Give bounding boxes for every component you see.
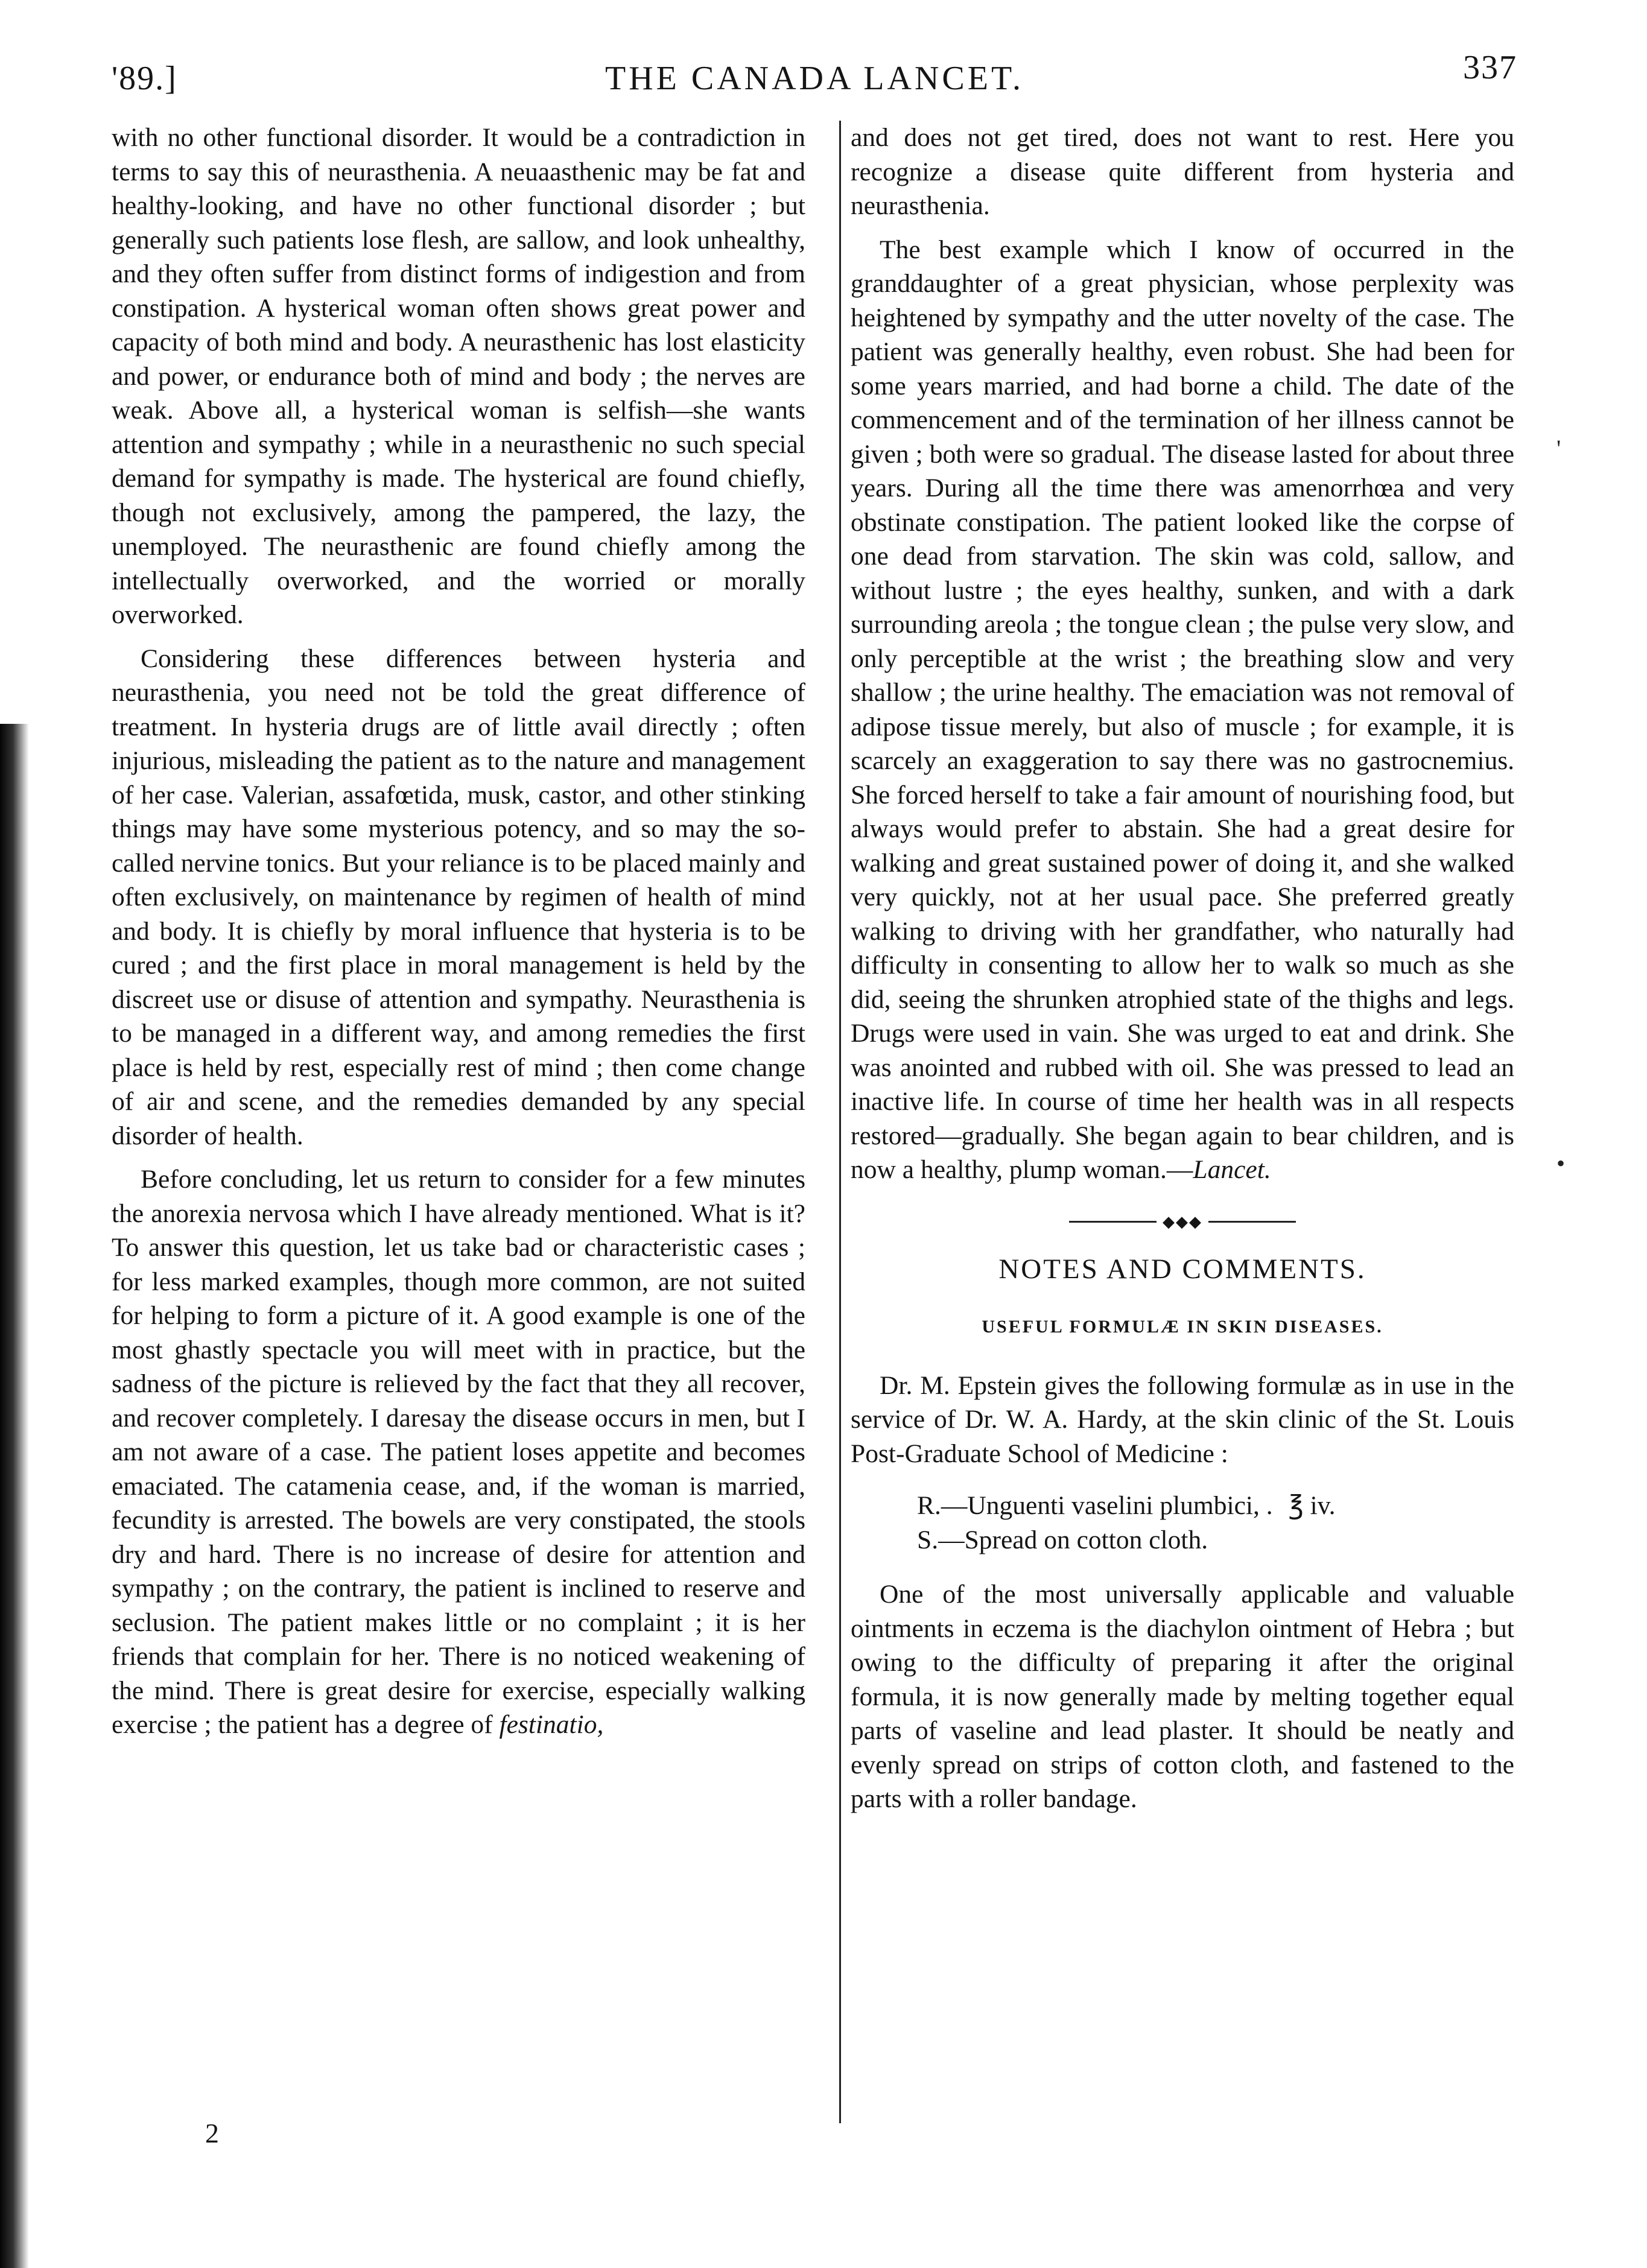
prescription-line-2: S.—Spread on cotton cloth. <box>917 1525 1208 1554</box>
source-citation: Lancet. <box>1193 1155 1271 1184</box>
journal-title: THE CANADA LANCET. <box>605 60 1024 97</box>
running-header <box>112 48 1517 103</box>
subsection-heading: USEFUL FORMULÆ IN SKIN DISEASES. <box>982 1317 1383 1337</box>
left-paragraph-3-text: Before concluding, let us return to consider for a few minutes the anorexia nervosa which I have already mentioned. What is it? To answer this question, let us take bad or characteristic cases ; for less marked examples, though more common, are not suited for helping to form a picture of it. A good example is one of the most ghastly spectacle you will meet with in practice, but the sadness of the picture is relieved by the fact that they all recover, and recover completely. I daresay the disease occurs in men, but I am not aware of a case. The patient loses appetite and becomes emaciated. The catamenia cease, and, if the woman is married, fecundity is arrested. The bowels are very constipated, the stools dry and hard. There is no increase of desire for attention and sympathy ; on the contrary, the patient is inclined to reserve and seclusion. The patient makes little or no complaint ; it is her friends that complain for her. There is no noticed weakening of the mind. There is great desire for exercise, especially walking exercise ; the patient has a degree of <box>112 1165 805 1739</box>
right-paragraph-2-text: The best example which I know of occurred in the granddaughter of a great physician, whose perplexity was heightened by sympathy and the utter novelty of the case. The patient was generally healthy, even robust. She had been for some years married, and had borne a child. The date of the commencement and of the termination of her illness cannot be given ; both were so gradual. The disease lasted for about three years. During all the time there was amenorrhœa and very obstinate constipation. The patient looked like the corpse of one dead from starvation. The skin was cold, sallow, and without lustre ; the eyes healthy, sunken, and with a dark surrounding areola ; the tongue clean ; the pulse very slow, and only perceptible at the wrist ; the breathing slow and very shallow ; the urine healthy. The emaciation was not removal of adipose tissue merely, but also of muscle ; for example, it is scarcely an exaggeration to say there was no gastrocnemius. She forced herself to take a fair amount of nourishing food, but always would prefer to abstain. She had a great desire for walking and great sustained power of doing it, and she walked very quickly, not at her usual pace. She preferred greatly walking to driving with her grandfather, who naturally had difficulty in consenting to allow her to walk so much as she did, seeing the shrunken atrophied state of the thighs and legs. Drugs were used in vain. She was urged to eat and drink. She was anointed and rubbed with oil. She was pressed to lead an inactive life. In course of time her health was in all respects restored—gradually. She began again to bear children, and is now a healthy, plump woman.— <box>851 235 1514 1184</box>
speck-dot: • <box>1557 1150 1566 1177</box>
right-paragraph-4: One of the most universally applicable and valuable ointments in eczema is the diachylon ointment of Hebra ; but owing to the difficulty of preparing it after the original formula, it is now generally made by melting together equal parts of vaseline and lead plaster. It should be neatly and evenly spread on strips of cotton cloth, and fastened to the parts with a roller bandage. <box>851 1580 1514 1813</box>
section-ornament <box>851 1212 1514 1231</box>
left-paragraph-2: Considering these differences between hysteria and neurasthenia, you need not be told the great difference of treatment. In hysteria drugs are of little avail directly ; often injurious, misleading the patient as to the nature and management of her case. Valerian, assafœtida, musk, castor, and other stinking things may have some mysterious potency, and so may the so-called nervine tonics. But your reliance is to be placed mainly and often exclusively, on maintenance by regimen of health of mind and body. It is chiefly by moral influence that hysteria is to be cured ; and the first place in moral management is held by the discreet use or disuse of attention and sympathy. Neurasthenia is to be managed in a different way, and among remedies the first place is held by rest, especially rest of mind ; then come change of air and scene, and the remedies demanded by any special disorder of health. <box>112 644 805 1150</box>
left-column <box>112 121 805 1742</box>
speck-mark: ' <box>1557 435 1561 462</box>
section-heading: NOTES AND COMMENTS. <box>998 1253 1366 1285</box>
left-paragraph-3-italic: festinatio, <box>499 1710 604 1739</box>
ornament-diamonds: ◆◆◆ <box>1163 1212 1202 1231</box>
prescription-dose: ℥ iv. <box>1288 1491 1336 1520</box>
right-paragraph-1: and does not get tired, does not want to rest. Here you recognize a disease quite different from hysteria and neurasthenia. <box>851 123 1514 220</box>
ornament-rule-left <box>1069 1221 1157 1223</box>
page-number: 337 <box>1463 49 1517 86</box>
left-paragraph-3 <box>112 1162 805 1742</box>
right-paragraph-2 <box>851 233 1514 1187</box>
volume-year: '89.] <box>112 60 177 97</box>
binding-shadow <box>0 724 29 2268</box>
prescription-text: R.—Unguenti vaselini plumbici, . <box>917 1491 1273 1520</box>
right-column <box>827 121 1514 1816</box>
right-paragraph-3: Dr. M. Epstein gives the following formulæ as in use in the service of Dr. W. A. Hardy, at the skin clinic of the St. Louis Post-Graduate School of Medicine : <box>851 1370 1514 1468</box>
prescription-line-1 <box>917 1489 1514 1523</box>
printer-signature-mark: 2 <box>205 2118 219 2149</box>
left-paragraph-1: with no other functional disorder. It would be a contradiction in terms to say this of neurasthenia. A neuaasthenic may be fat and healthy-looking, and have no other functional disorder ; but generally such patients lose flesh, are sallow, and look unhealthy, and they often suffer from distinct forms of indigestion and from constipation. A hysterical woman often shows great power and capacity of both mind and body. A neurasthenic has lost elasticity and power, or endurance both of mind and body ; the nerves are weak. Above all, a hysterical woman is selfish—she wants attention and sympathy ; while in a neurasthenic no such special demand for sympathy is made. The hysterical are found chiefly, though not exclusively, among the pampered, the lazy, the unemployed. The neurasthenic are found chiefly among the intellectually overworked, and the worried or morally overworked. <box>112 123 805 629</box>
prescription-block <box>851 1489 1514 1557</box>
ornament-rule-right <box>1208 1221 1296 1223</box>
